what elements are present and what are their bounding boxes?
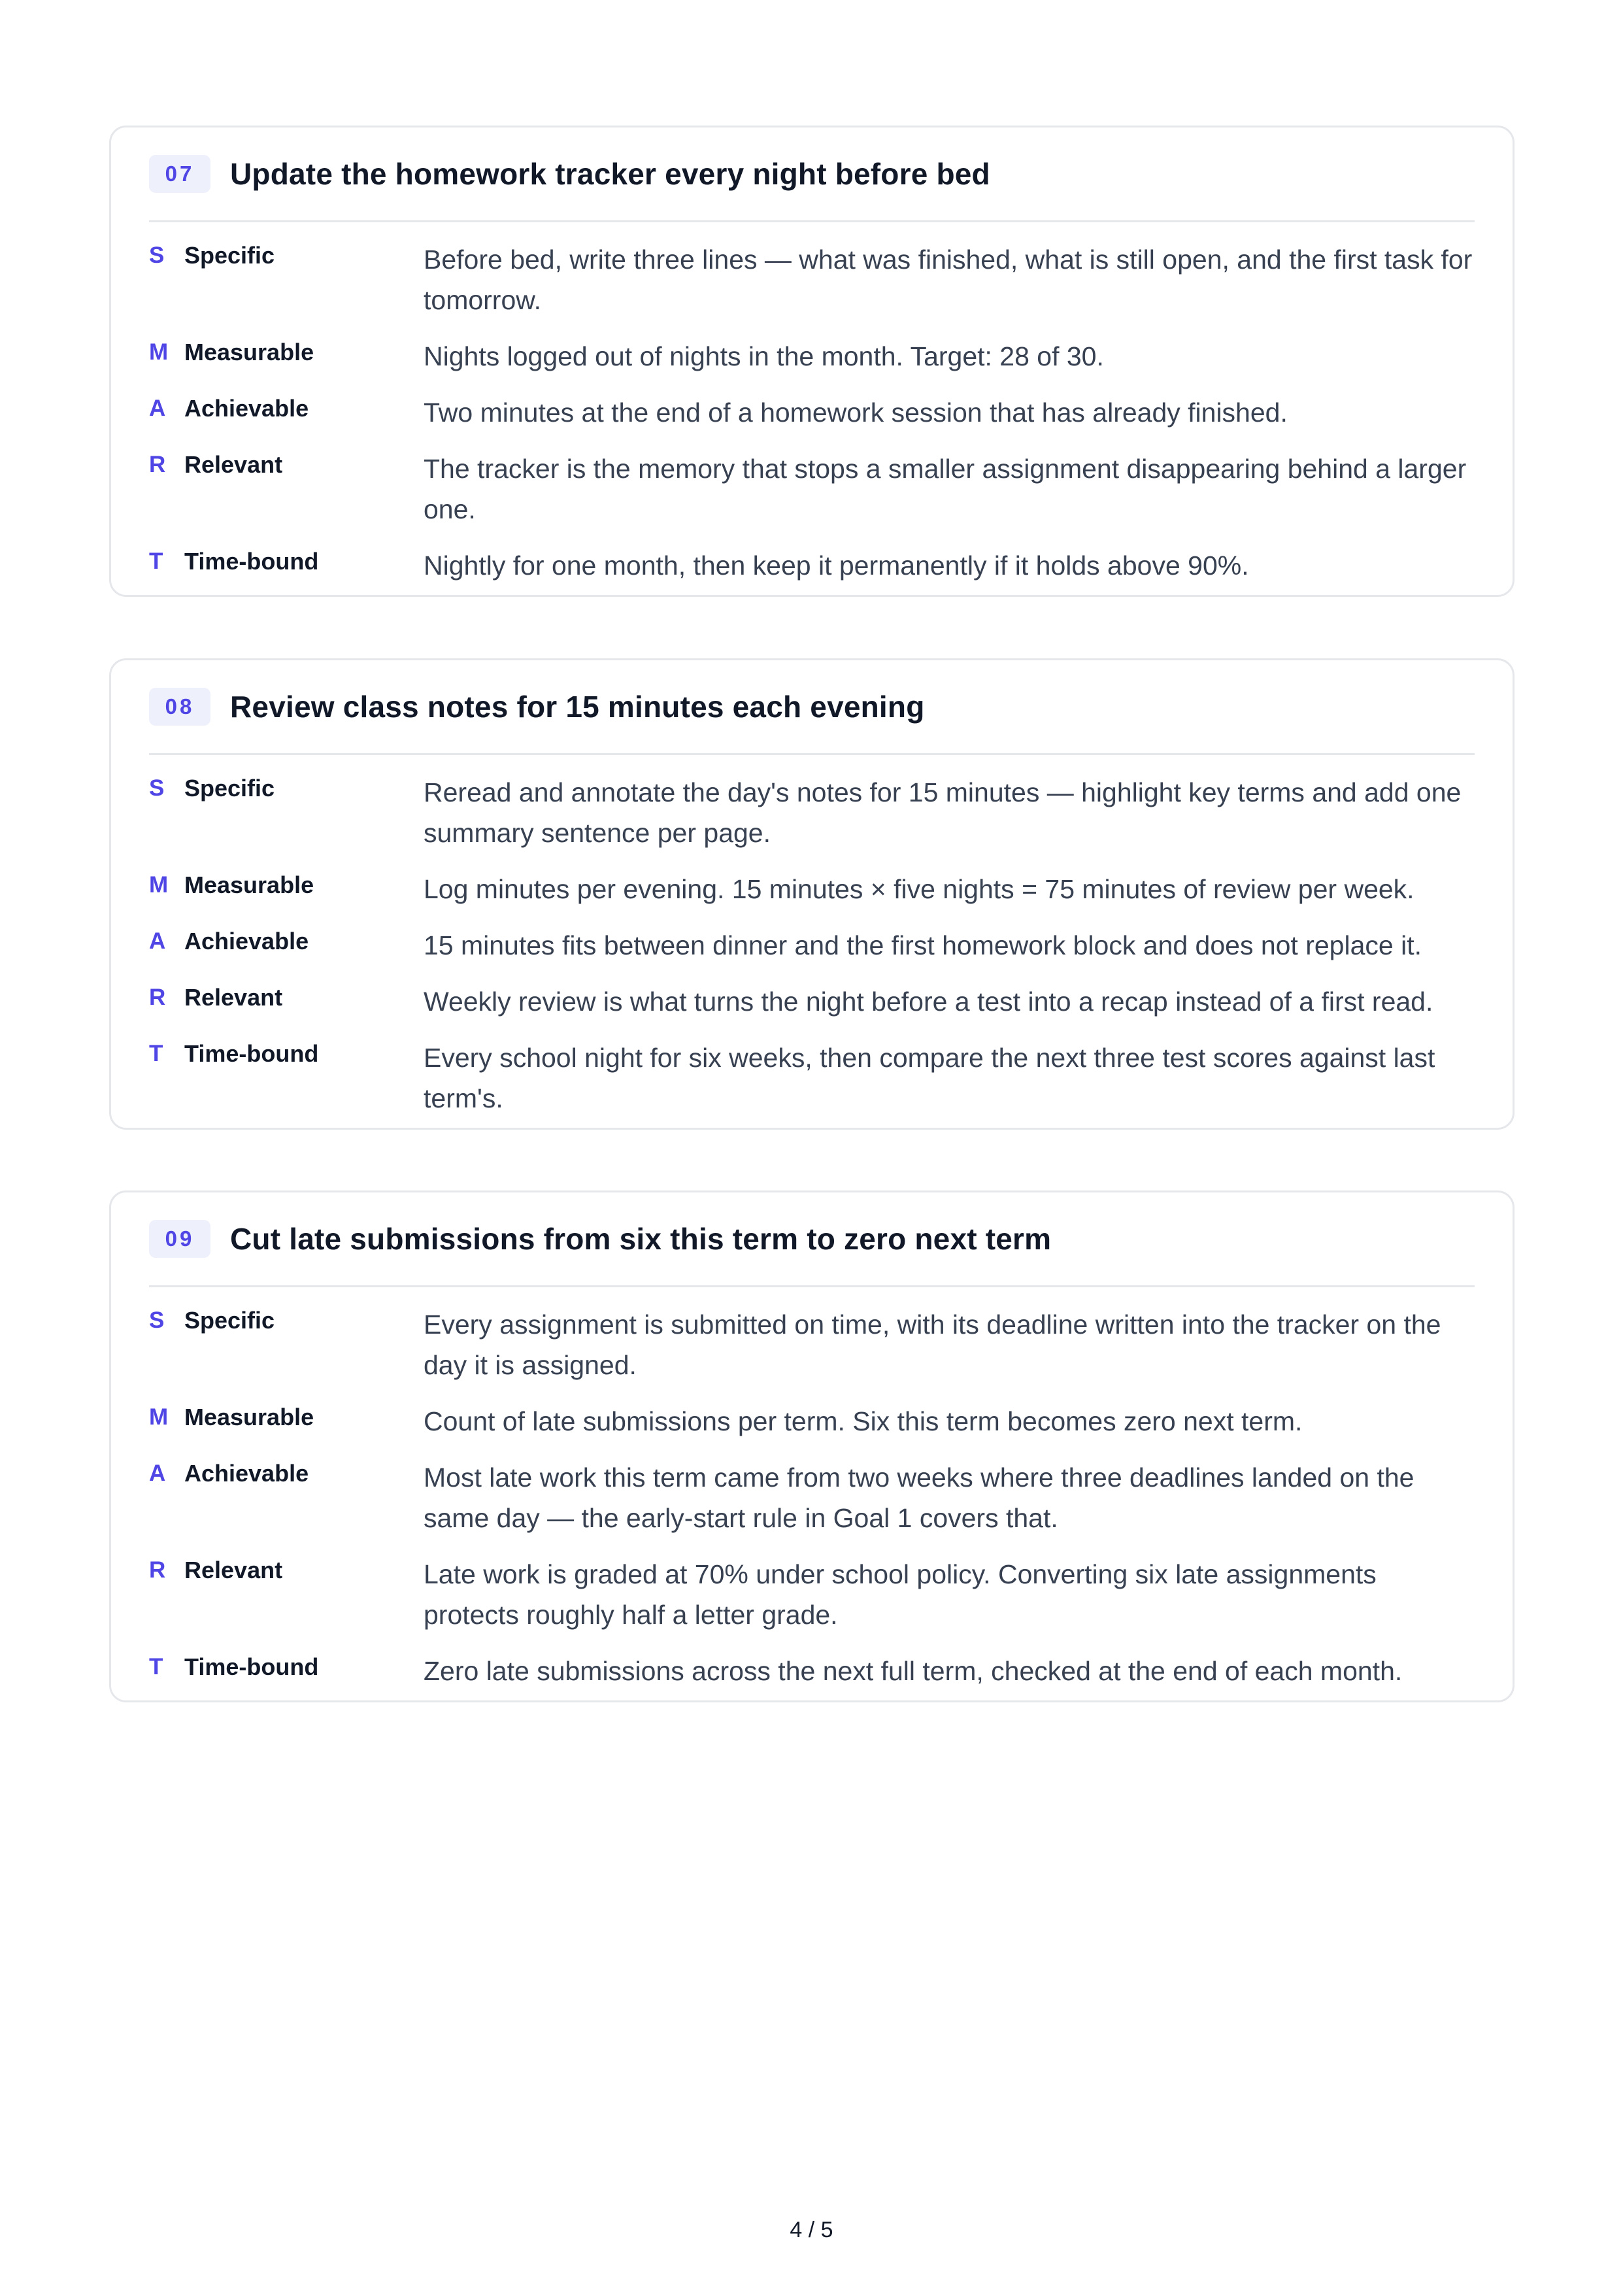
smart-criteria-list <box>149 755 1475 1128</box>
criterion-row-relevant <box>149 445 1475 530</box>
criterion-text: Weekly review is what turns the night before a test into a recap instead of a first read. <box>424 987 1433 1017</box>
criterion-letter: T <box>149 1654 163 1680</box>
goal-header <box>149 660 1475 755</box>
criterion-label: Measurable <box>184 871 314 898</box>
criterion-label: Measurable <box>184 1404 314 1430</box>
goal-title: Review class notes for 15 minutes each evening <box>230 690 925 724</box>
criterion-text: Before bed, write three lines — what was finished, what is still open, and the first task for tomorrow. <box>424 245 1473 315</box>
criterion-label: Measurable <box>184 339 314 365</box>
criterion-letter: R <box>149 452 166 477</box>
goal-number-badge: 09 <box>149 1220 210 1258</box>
criterion-row-measurable <box>149 332 1475 377</box>
criterion-label: Relevant <box>184 984 283 1011</box>
criterion-text: Reread and annotate the day's notes for 15 minutes — highlight key terms and add one summary sentence per page. <box>424 777 1462 848</box>
goal-number-badge: 07 <box>149 155 210 193</box>
criterion-text: Log minutes per evening. 15 minutes × five nights = 75 minutes of review per week. <box>424 874 1414 904</box>
criterion-letter: S <box>149 243 165 268</box>
criterion-label: Achievable <box>184 395 309 422</box>
criterion-row-achievable <box>149 921 1475 966</box>
criterion-label: Specific <box>184 242 275 269</box>
criterion-letter: A <box>149 396 166 421</box>
criterion-row-achievable <box>149 388 1475 433</box>
criterion-row-achievable <box>149 1453 1475 1538</box>
criterion-letter: M <box>149 339 169 365</box>
criterion-label: Time-bound <box>184 548 319 575</box>
criterion-text: Most late work this term came from two weeks where three deadlines landed on the same day — the early-start rule in Goal 1 covers that. <box>424 1462 1414 1533</box>
goal-card <box>109 658 1514 1130</box>
goal-card <box>109 1190 1514 1702</box>
criterion-letter: R <box>149 1557 166 1583</box>
goal-header <box>149 127 1475 222</box>
criterion-row-specific <box>149 235 1475 320</box>
criterion-row-measurable <box>149 865 1475 909</box>
page-number: 4 / 5 <box>790 2218 833 2242</box>
criterion-letter: S <box>149 775 165 801</box>
criterion-label: Time-bound <box>184 1653 319 1680</box>
goal-number-badge: 08 <box>149 688 210 726</box>
smart-criteria-list <box>149 1287 1475 1700</box>
criterion-row-specific <box>149 768 1475 853</box>
criterion-letter: A <box>149 1460 166 1486</box>
criterion-text: Count of late submissions per term. Six this term becomes zero next term. <box>424 1406 1303 1436</box>
criterion-row-time-bound <box>149 541 1475 586</box>
criterion-letter: A <box>149 928 166 954</box>
goal-title: Update the homework tracker every night before bed <box>230 157 990 191</box>
criterion-row-time-bound <box>149 1034 1475 1119</box>
criterion-label: Specific <box>184 775 275 802</box>
criterion-letter: T <box>149 1041 163 1066</box>
criterion-label: Achievable <box>184 928 309 954</box>
criterion-text: Zero late submissions across the next full term, checked at the end of each month. <box>424 1656 1403 1686</box>
goal-header <box>149 1192 1475 1287</box>
criterion-letter: R <box>149 985 166 1010</box>
criterion-text: 15 minutes fits between dinner and the first homework block and does not replace it. <box>424 930 1422 960</box>
criterion-label: Relevant <box>184 1557 283 1583</box>
criterion-row-relevant <box>149 977 1475 1022</box>
criterion-text: The tracker is the memory that stops a smaller assignment disappearing behind a larger one. <box>424 454 1467 524</box>
criterion-label: Specific <box>184 1307 275 1334</box>
criterion-row-time-bound <box>149 1647 1475 1691</box>
criterion-letter: M <box>149 872 169 898</box>
criterion-row-specific <box>149 1300 1475 1385</box>
criterion-text: Nightly for one month, then keep it permanently if it holds above 90%. <box>424 550 1249 581</box>
criterion-row-relevant <box>149 1550 1475 1635</box>
criterion-label: Achievable <box>184 1460 309 1487</box>
criterion-text: Every assignment is submitted on time, with its deadline written into the tracker on the day it is assigned. <box>424 1309 1441 1380</box>
criterion-row-measurable <box>149 1397 1475 1442</box>
criterion-letter: T <box>149 549 163 574</box>
criterion-text: Late work is graded at 70% under school policy. Converting six late assignments protects roughly half a letter grade. <box>424 1559 1377 1630</box>
smart-criteria-list <box>149 222 1475 595</box>
criterion-text: Every school night for six weeks, then compare the next three test scores against last term's. <box>424 1043 1435 1113</box>
criterion-letter: M <box>149 1404 169 1430</box>
criterion-label: Time-bound <box>184 1040 319 1067</box>
goal-title: Cut late submissions from six this term to zero next term <box>230 1222 1052 1256</box>
criterion-label: Relevant <box>184 451 283 478</box>
criterion-letter: S <box>149 1308 165 1333</box>
goal-card <box>109 126 1514 597</box>
criterion-text: Nights logged out of nights in the month. Target: 28 of 30. <box>424 341 1104 371</box>
criterion-text: Two minutes at the end of a homework session that has already finished. <box>424 397 1288 428</box>
